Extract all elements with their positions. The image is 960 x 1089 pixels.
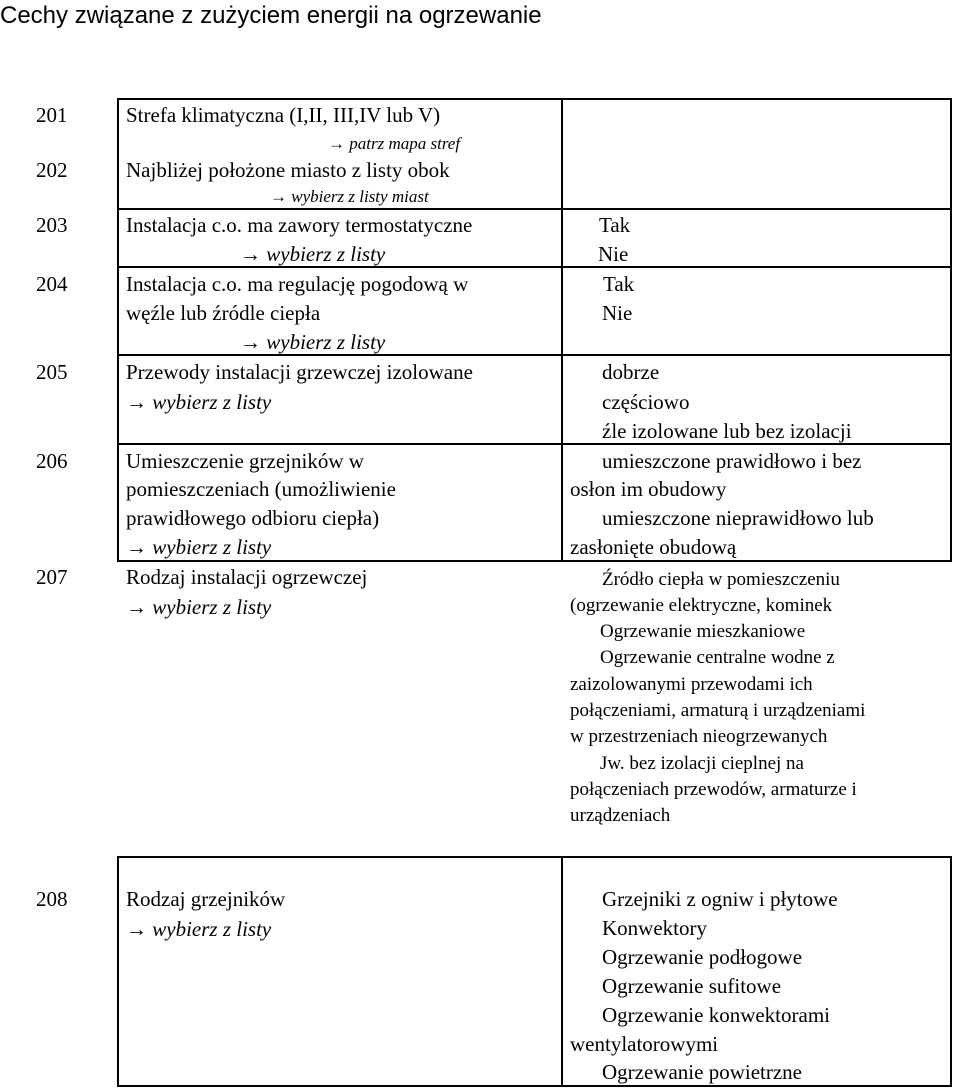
arrow-right-icon: → [126, 595, 147, 619]
row-number-206: 206 [36, 449, 68, 473]
row-number-202: 202 [36, 158, 68, 182]
row-hint-text[interactable]: wybierz z listy [152, 595, 272, 619]
row-number-208: 208 [36, 887, 68, 911]
row-hint-203 [240, 240, 385, 268]
option-206-line3[interactable]: umieszczone nieprawidłowo lub [602, 506, 874, 530]
option-207-line5: zaizolowanymi przewodami ich [570, 674, 813, 695]
row-label-203: Instalacja c.o. ma zawory termostatyczne [126, 213, 473, 237]
option-205-zle[interactable]: źle izolowane lub bez izolacji [602, 419, 852, 443]
option-208-line1[interactable]: Grzejniki z ogniw i płytowe [602, 887, 838, 911]
col-divider-left-lower [117, 856, 119, 1086]
option-205-dobrze[interactable]: dobrze [602, 360, 660, 384]
option-206-line2: osłon im obudowy [570, 477, 727, 501]
row-hint-208 [126, 915, 271, 943]
option-207-line7: w przestrzeniach nieogrzewanych [570, 726, 828, 747]
option-204-tak[interactable]: Tak [603, 272, 635, 296]
option-208-line6: wentylatorowymi [570, 1032, 719, 1056]
row-divider-203 [117, 208, 952, 210]
option-207-line8[interactable]: Jw. bez izolacji cieplnej na [600, 753, 804, 774]
row-number-205: 205 [36, 360, 68, 384]
arrow-right-icon: → [126, 535, 147, 559]
row-number-204: 204 [36, 272, 68, 296]
row-label-206-line3: prawidłowego odbioru ciepła) [126, 506, 380, 530]
row-hint-207 [126, 593, 271, 621]
row-hint-202 [270, 186, 429, 208]
option-207-line1[interactable]: Źródło ciepła w pomieszczeniu [602, 569, 840, 590]
row-number-207: 207 [36, 565, 68, 589]
row-label-206-line1: Umieszczenie grzejników w [126, 449, 364, 473]
row-hint-201 [328, 133, 460, 155]
option-203-tak[interactable]: Tak [599, 213, 631, 237]
option-207-line3[interactable]: Ogrzewanie mieszkaniowe [600, 621, 806, 642]
row-label-206-line2: pomieszczeniach (umożliwienie [126, 477, 396, 501]
row-hint-text[interactable]: patrz mapa stref [349, 134, 461, 153]
col-divider-right-lower [561, 856, 563, 1086]
row-divider-208 [117, 856, 952, 858]
option-207-line10: urządzeniach [570, 805, 671, 826]
row-label-201: Strefa klimatyczna (I,II, III,IV lub V) [126, 103, 441, 127]
row-hint-text[interactable]: wybierz z listy [152, 535, 272, 559]
row-number-203: 203 [36, 213, 68, 237]
row-hint-204 [240, 328, 385, 356]
option-206-line1[interactable]: umieszczone prawidłowo i bez [602, 449, 862, 473]
row-hint-text[interactable]: wybierz z listy miast [291, 187, 429, 206]
option-208-line2[interactable]: Konwektory [602, 916, 707, 940]
option-205-czesciowo[interactable]: częściowo [602, 390, 690, 414]
col-divider-left [117, 98, 119, 560]
col-divider-right [561, 98, 563, 560]
row-label-208: Rodzaj grzejników [126, 887, 286, 911]
arrow-right-icon: → [328, 134, 345, 153]
arrow-right-icon: → [240, 330, 261, 354]
option-207-line2: (ogrzewanie elektryczne, kominek [570, 595, 833, 616]
row-label-202: Najbliżej położone miasto z listy obok [126, 158, 450, 182]
row-hint-text[interactable]: wybierz z listy [152, 917, 272, 941]
row-hint-206 [126, 533, 271, 561]
row-hint-205 [126, 388, 271, 416]
option-208-line7[interactable]: Ogrzewanie powietrzne [602, 1060, 802, 1084]
option-203-nie[interactable]: Nie [598, 242, 629, 266]
option-204-nie[interactable]: Nie [602, 301, 633, 325]
table-right-edge-lower [950, 856, 952, 1086]
row-divider-top [117, 98, 952, 100]
option-207-line9: połączeniach przewodów, armaturze i [570, 779, 857, 800]
row-label-205: Przewody instalacji grzewczej izolowane [126, 360, 473, 384]
row-hint-text[interactable]: wybierz z listy [266, 242, 386, 266]
row-label-204-line2: węźle lub źródle ciepła [126, 301, 321, 325]
arrow-right-icon: → [240, 242, 261, 266]
option-207-line4[interactable]: Ogrzewanie centralne wodne z [600, 647, 835, 668]
row-label-204-line1: Instalacja c.o. ma regulację pogodową w [126, 272, 469, 296]
page-title: Cechy związane z zużyciem energii na ogrzewanie [0, 2, 542, 29]
row-hint-text[interactable]: wybierz z listy [152, 390, 272, 414]
row-hint-text[interactable]: wybierz z listy [266, 330, 386, 354]
arrow-right-icon: → [126, 390, 147, 414]
arrow-right-icon: → [126, 917, 147, 941]
table-right-edge [950, 98, 952, 560]
option-207-line6: połączeniami, armaturą i urządzeniami [570, 700, 866, 721]
option-208-line3[interactable]: Ogrzewanie podłogowe [602, 945, 803, 969]
arrow-right-icon: → [270, 187, 287, 206]
option-208-line5[interactable]: Ogrzewanie konwektorami [602, 1003, 830, 1027]
option-206-line4: zasłonięte obudową [570, 535, 737, 559]
row-divider-bottom [117, 1085, 952, 1087]
row-label-207: Rodzaj instalacji ogrzewczej [126, 565, 368, 589]
row-number-201: 201 [36, 103, 68, 127]
option-208-line4[interactable]: Ogrzewanie sufitowe [602, 974, 782, 998]
